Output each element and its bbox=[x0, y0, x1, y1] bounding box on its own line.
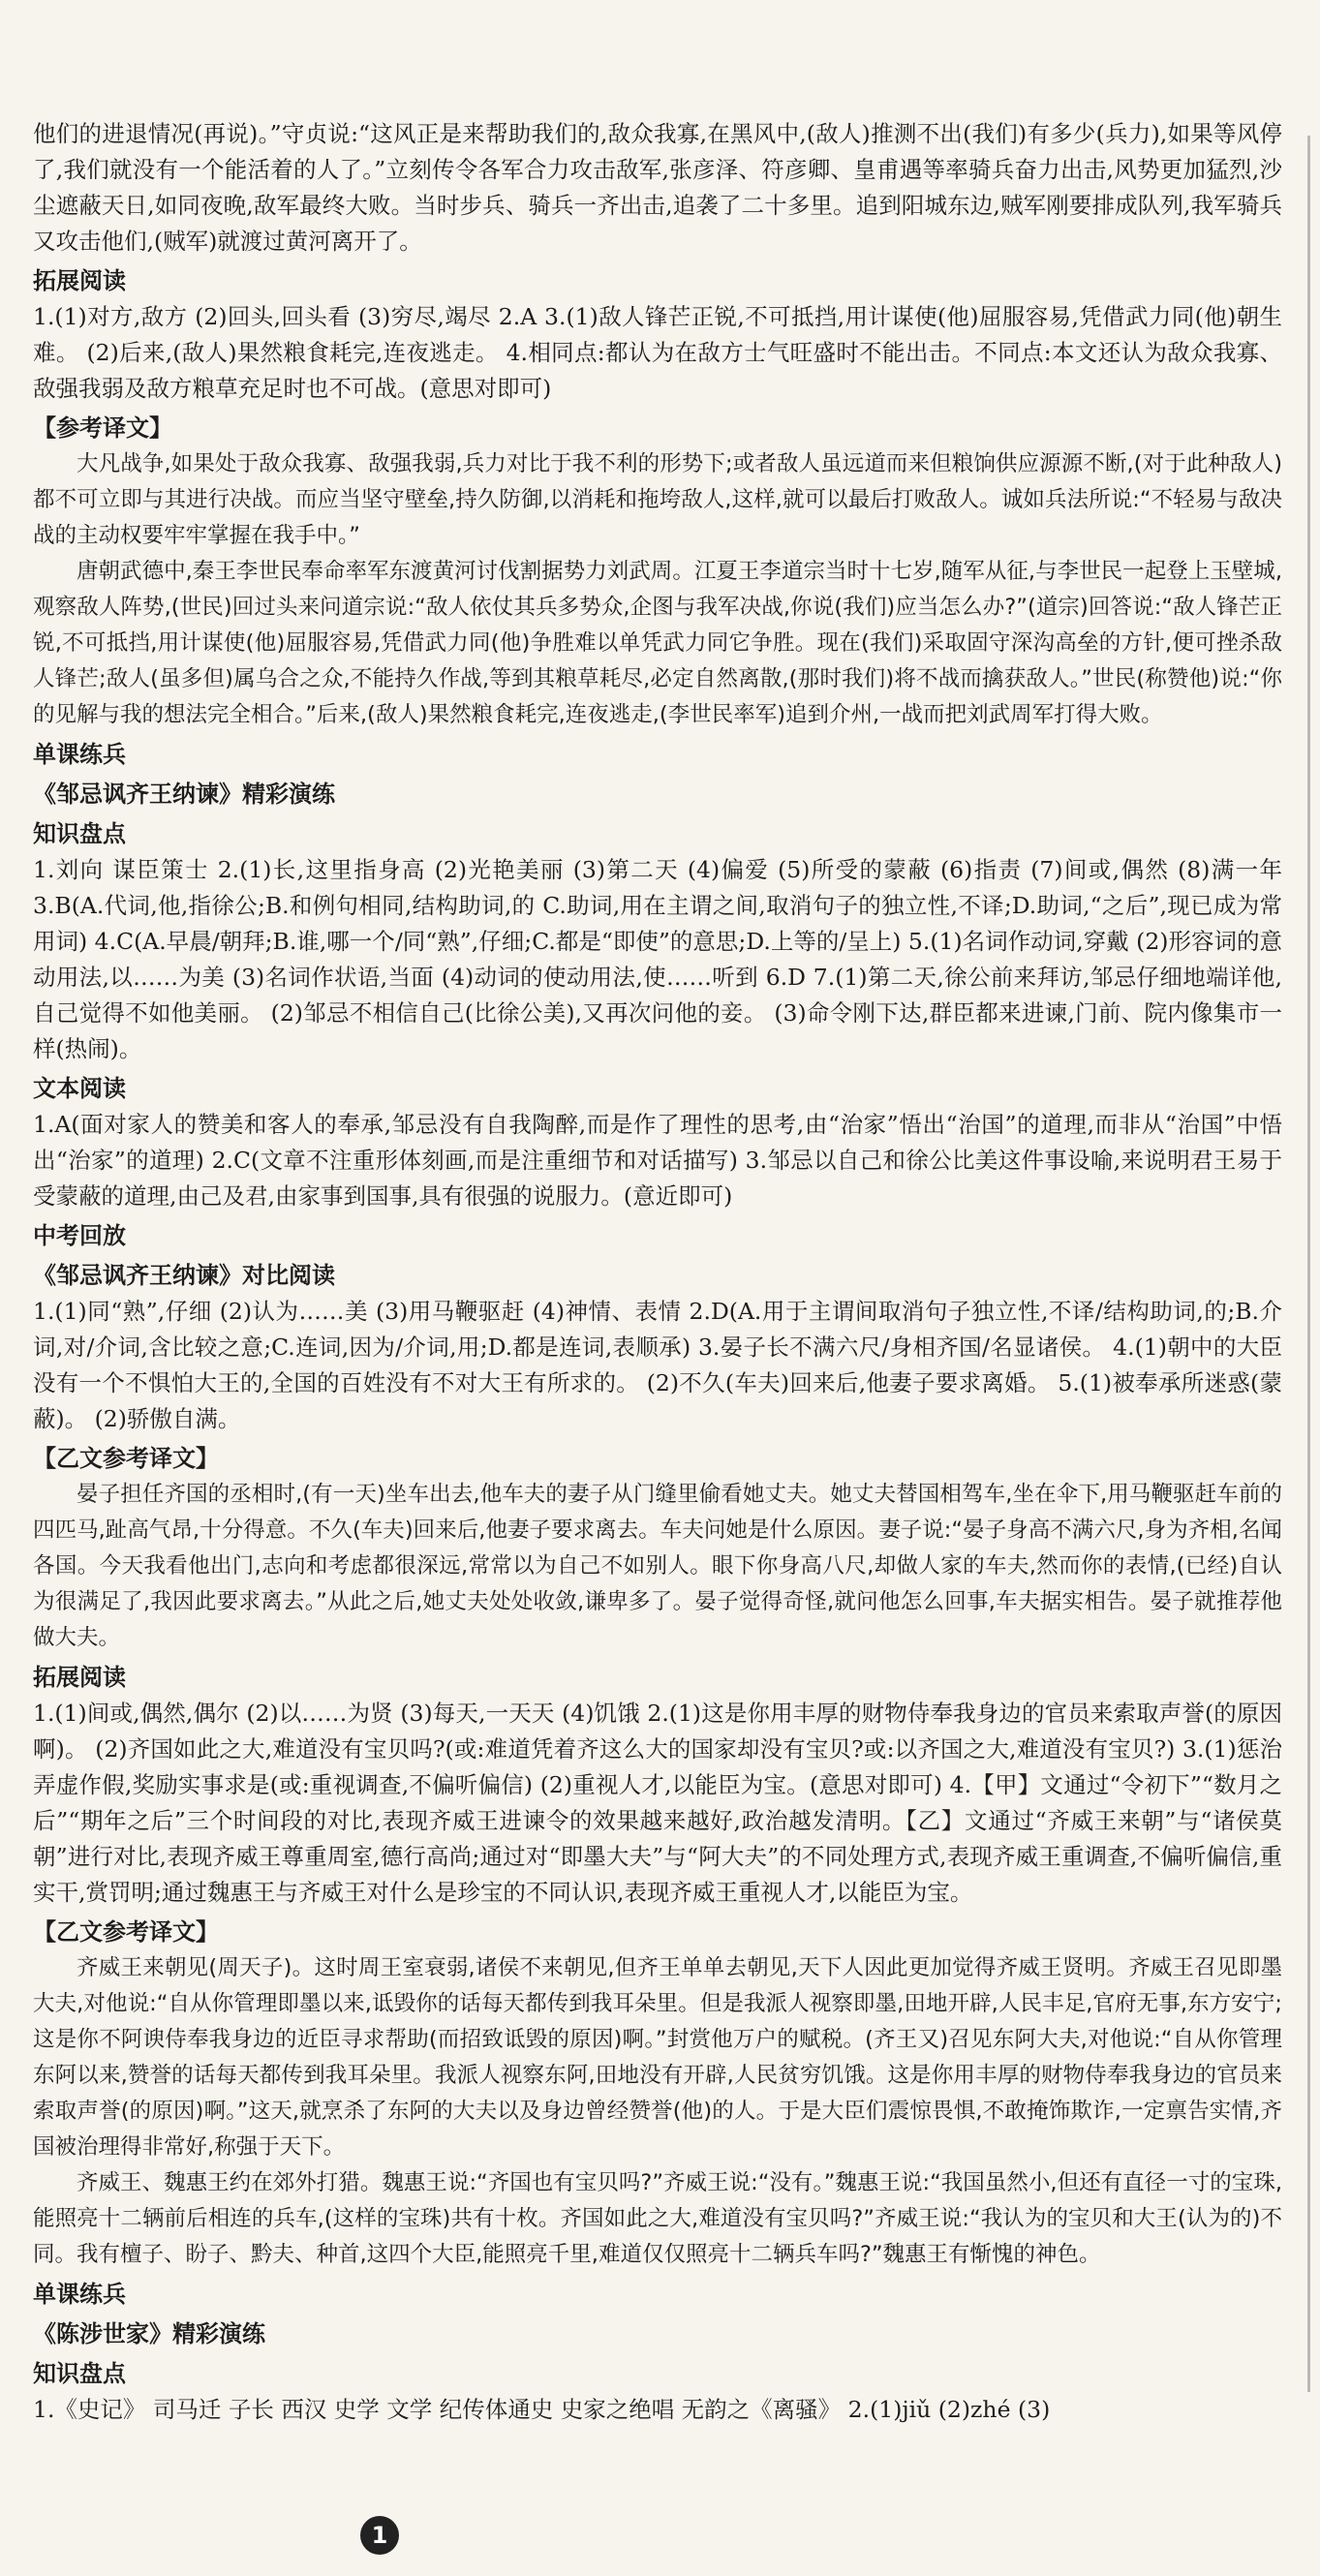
section-heading: 中考回放 bbox=[33, 1222, 126, 1249]
translation-paragraph: 齐威王来朝见(周天子)。这时周王室衰弱,诸侯不来朝见,但齐王单单去朝见,天下人因此更加觉得齐威王贤明。齐威王召见即墨大夫,对他说:“自从你管理即墨以来,诋毁你的话每天都传到我耳朵里。但是我派人视察即墨,田地开辟,人民丰足,官府无事,东方安宁;这是你不阿谀侍奉我身边的近臣寻求帮助(而招致诋毁的原因)啊。”封赏他万户的赋税。(齐王又)召见东阿大夫,对他说:“自从你管理东阿以来,赞誉的话每天都传到我耳朵里。我派人视察东阿,田地没有开辟,人民贫穷饥饿。这是你用丰厚的财物侍奉我身边的官员来索取声誉(的原因)啊。”这天,就烹杀了东阿的大夫以及身边曾经赞誉(他)的人。于是大臣们震惊畏惧,不敢掩饰欺诈,一定禀告实情,齐国被治理得非常好,称强于天下。 bbox=[33, 1955, 1282, 2160]
section-heading: 《邹忌讽齐王纳谏》精彩演练 bbox=[33, 781, 335, 808]
section-heading: 文本阅读 bbox=[33, 1075, 126, 1102]
section-heading: 知识盘点 bbox=[33, 2360, 126, 2387]
translation-paragraph: 晏子担任齐国的丞相时,(有一天)坐车出去,他车夫的妻子从门缝里偷看她丈夫。她丈夫替国相驾车,坐在伞下,用马鞭驱赶车前的四匹马,趾高气昂,十分得意。不久(车夫)回来后,他妻子要求离去。车夫问她是什么原因。妻子说:“晏子身高不满六尺,身为齐相,名闻各国。今天我看他出门,志向和考虑都很深远,常常以为自己不如别人。眼下你身高八尺,却做人家的车夫,然而你的表情,(已经)自认为很满足了,我因此要求离去。”从此之后,她丈夫处处收敛,谦卑多了。晏子觉得奇怪,就问他怎么回事,车夫据实相告。晏子就推荐他做大夫。 bbox=[33, 1482, 1282, 1650]
answer-paragraph: 他们的进退情况(再说)。”守贞说:“这风正是来帮助我们的,敌众我寡,在黑风中,(敌人)推测不出(我们)有多少(兵力),如果等风停了,我们就没有一个能活着的人了。”立刻传令各军合力攻击敌军,张彦泽、符彦卿、皇甫遇等率骑兵奋力出击,风势更加猛烈,沙尘遮蔽天日,如同夜晚,敌军最终大败。当时步兵、骑兵一齐出击,追袭了二十多里。追到阳城东边,贼军刚要排成队列,我军骑兵又攻击他们,(贼军)就渡过黄河离开了。 bbox=[33, 120, 1282, 255]
answer-paragraph: 1.(1)同“熟”,仔细 (2)认为……美 (3)用马鞭驱赶 (4)神情、表情 2.D(A.用于主谓间取消句子独立性,不译/结构助词,的;B.介词,对/介词,含比较之意;C.连词,因为/介词,用;D.都是连词,表顺承) 3.晏子长不满六尺/身相齐国/名显诸侯。 4.(1)朝中的大臣没有一个不惧怕大王的,全国的百姓没有不对大王有所求的。 (2)不久(车夫)回来后,他妻子要求离婚。 5.(1)被奉承所迷惑(蒙蔽)。 (2)骄傲自满。 bbox=[33, 1298, 1282, 1432]
section-heading: 《邹忌讽齐王纳谏》对比阅读 bbox=[33, 1262, 335, 1289]
section-heading: 【参考译文】 bbox=[33, 414, 172, 442]
section-heading: 单课练兵 bbox=[33, 741, 126, 768]
section-heading: 【乙文参考译文】 bbox=[33, 1918, 219, 1946]
margin-rule bbox=[1307, 136, 1310, 2392]
answer-paragraph: 1.《史记》 司马迁 子长 西汉 史学 文学 纪传体通史 史家之绝唱 无韵之《离骚》 2.(1)jiǔ (2)zhé (3) bbox=[33, 2396, 1051, 2423]
section-heading: 拓展阅读 bbox=[33, 1664, 126, 1691]
section-heading: 【乙文参考译文】 bbox=[33, 1445, 219, 1472]
translation-paragraph: 唐朝武德中,秦王李世民奉命率军东渡黄河讨伐割据势力刘武周。江夏王李道宗当时十七岁,随军从征,与李世民一起登上玉壁城,观察敌人阵势,(世民)回过头来问道宗说:“敌人依仗其兵多势众,企图与我军决战,你说(我们)应当怎么办?”(道宗)回答说:“敌人锋芒正锐,不可抵挡,用计谋使(他)屈服容易,凭借武力同(他)争胜难以单凭武力同它争胜。现在(我们)采取固守深沟高垒的方针,便可挫杀敌人锋芒;敌人(虽多但)属乌合之众,不能持久作战,等到其粮草耗尽,必定自然离散,(那时我们)将不战而擒获敌人。”世民(称赞他)说:“你的见解与我的想法完全相合。”后来,(敌人)果然粮食耗完,连夜逃走,(李世民率军)追到介州,一战而把刘武周军打得大败。 bbox=[33, 559, 1282, 727]
translation-paragraph: 齐威王、魏惠王约在郊外打猎。魏惠王说:“齐国也有宝贝吗?”齐威王说:“没有。”魏惠王说:“我国虽然小,但还有直径一寸的宝珠,能照亮十二辆前后相连的兵车,(这样的宝珠)共有十枚。齐国如此之大,难道没有宝贝吗?”齐威王说:“我认为的宝贝和大王(认为的)不同。我有檀子、盼子、黔夫、种首,这四个大臣,能照亮千里,难道仅仅照亮十二辆兵车吗?”魏惠王有惭愧的神色。 bbox=[33, 2170, 1282, 2267]
section-heading: 拓展阅读 bbox=[33, 267, 126, 294]
section-heading: 《陈涉世家》精彩演练 bbox=[33, 2320, 265, 2347]
answer-page bbox=[33, 116, 1282, 2428]
answer-paragraph: 1.刘向 谋臣策士 2.(1)长,这里指身高 (2)光艳美丽 (3)第二天 (4)偏爱 (5)所受的蒙蔽 (6)指责 (7)间或,偶然 (8)满一年 3.B(A.代词,他,指徐公;B.和例句相同,结构助词,的 C.助词,用在主谓之间,取消句子的独立性,不译;D.助词,“之后”,现已成为常用词) 4.C(A.早晨/朝拜;B.谁,哪一个/同“熟”,仔细;C.都是“即使”的意思;D.上等的/呈上) 5.(1)名词作动词,穿戴 (2)形容词的意动用法,以……为美 (3)名词作状语,当面 (4)动词的使动用法,使……听到 6.D 7.(1)第二天,徐公前来拜访,邹忌仔细地端详他,自己觉得不如他美丽。 (2)邹忌不相信自己(比徐公美),又再次问他的妾。 (3)命令刚下达,群臣都来进谏,门前、院内像集市一样(热闹)。 bbox=[33, 856, 1282, 1062]
answer-paragraph: 1.(1)对方,敌方 (2)回头,回头看 (3)穷尽,竭尽 2.A 3.(1)敌人锋芒正锐,不可抵挡,用计谋使(他)屈服容易,凭借武力同(他)朝生难。 (2)后来,(敌人)果然粮食耗完,连夜逃走。 4.相同点:都认为在敌方士气旺盛时不能出击。不同点:本文还认为敌众我寡、敌强我弱及敌方粮草充足时也不可战。(意思对即可) bbox=[33, 303, 1282, 402]
section-heading: 知识盘点 bbox=[33, 820, 126, 847]
translation-paragraph: 大凡战争,如果处于敌众我寡、敌强我弱,兵力对比于我不利的形势下;或者敌人虽远道而来但粮饷供应源源不断,(对于此种敌人)都不可立即与其进行决战。而应当坚守壁垒,持久防御,以消耗和拖垮敌人,这样,就可以最后打败敌人。诚如兵法所说:“不轻易与敌决战的主动权要牢牢掌握在我手中。” bbox=[33, 451, 1282, 548]
answer-paragraph: 1.(1)间或,偶然,偶尔 (2)以……为贤 (3)每天,一天天 (4)饥饿 2.(1)这是你用丰厚的财物侍奉我身边的官员来索取声誉(的原因啊)。 (2)齐国如此之大,难道没有宝贝吗?(或:难道凭着齐这么大的国家却没有宝贝?或:以齐国之大,难道没有宝贝?) 3.(1)惩治弄虚作假,奖励实事求是(或:重视调查,不偏听偏信) (2)重视人才,以能臣为宝。(意思对即可) 4.【甲】文通过“令初下”“数月之后”“期年之后”三个时间段的对比,表现齐威王进谏令的效果越来越好,政治越发清明。【乙】文通过“齐威王来朝”与“诸侯莫朝”进行对比,表现齐威王尊重周室,德行高尚;通过对“即墨大夫”与“阿大夫”的不同处理方式,表现齐威王重调查,不偏听偏信,重实干,赏罚明;通过魏惠王与齐威王对什么是珍宝的不同认识,表现齐威王重视人才,以能臣为宝。 bbox=[33, 1700, 1282, 1906]
page-number-badge: 1 bbox=[360, 2516, 399, 2555]
section-heading: 单课练兵 bbox=[33, 2281, 126, 2308]
answer-paragraph: 1.A(面对家人的赞美和客人的奉承,邹忌没有自我陶醉,而是作了理性的思考,由“治家”悟出“治国”的道理,而非从“治国”中悟出“治家”的道理) 2.C(文章不注重形体刻画,而是注重细节和对话描写) 3.邹忌以自己和徐公比美这件事设喻,来说明君王易于受蒙蔽的道理,由己及君,由家事到国事,具有很强的说服力。(意近即可) bbox=[33, 1111, 1282, 1210]
